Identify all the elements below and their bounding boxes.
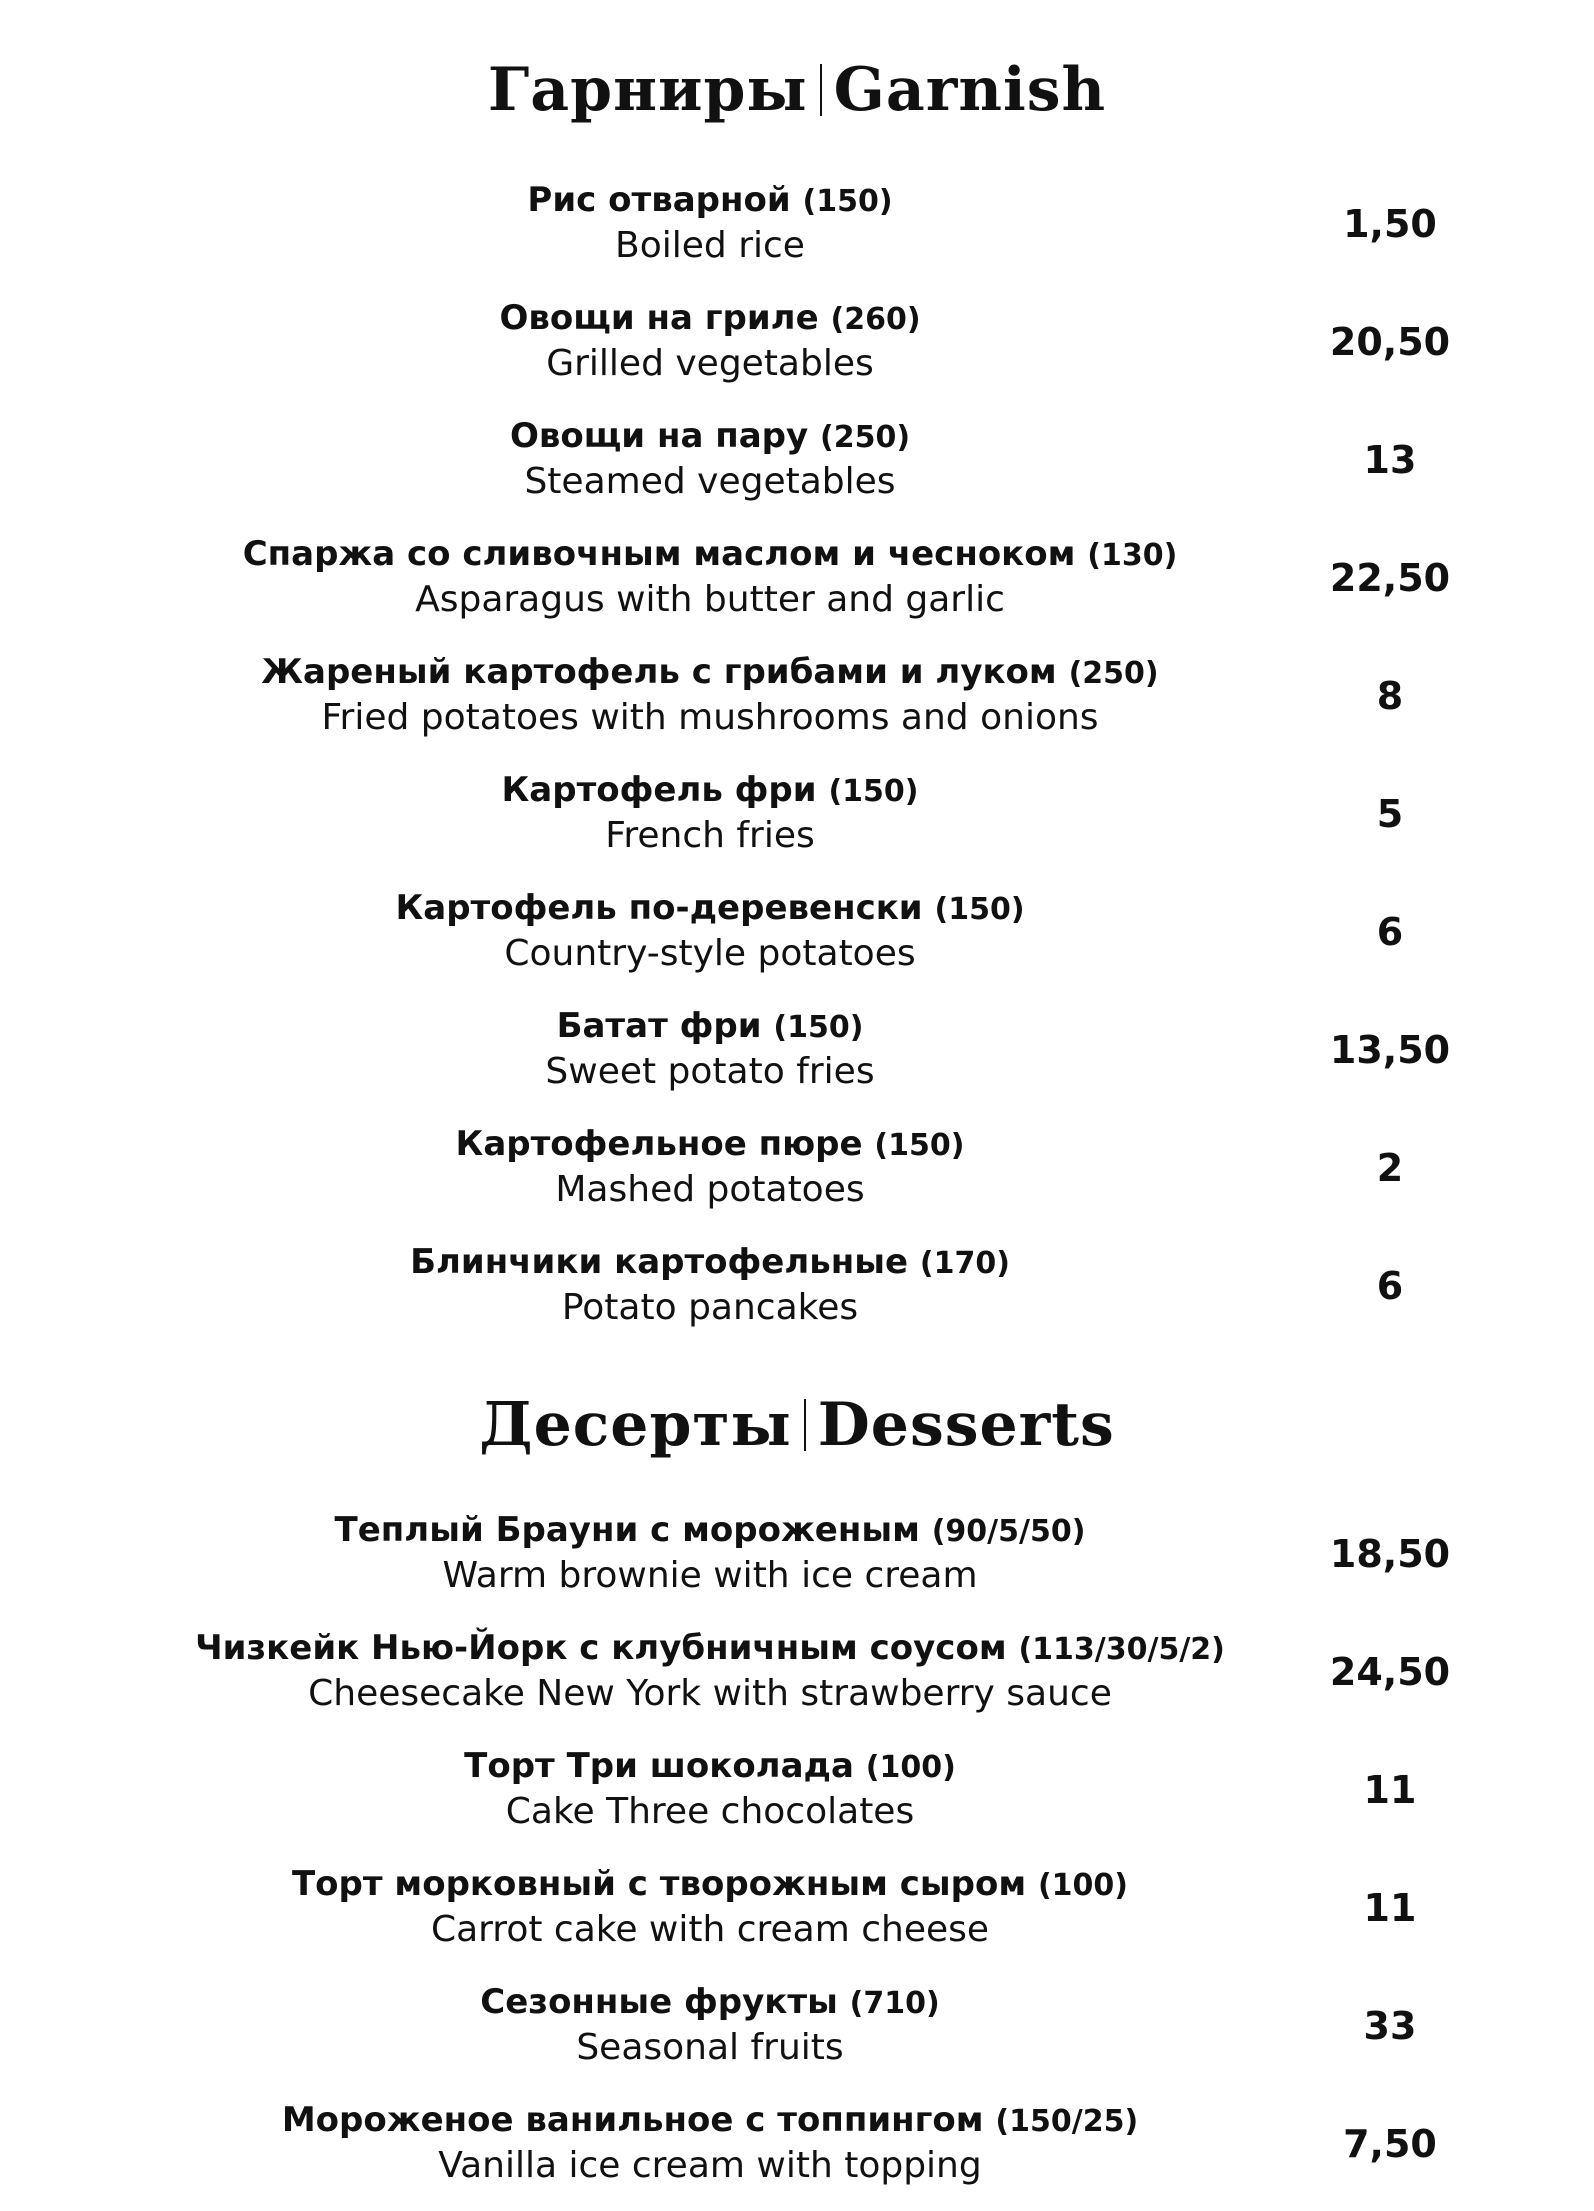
item-names — [110, 1626, 1310, 1716]
item-name-ru — [110, 886, 1310, 932]
item-name-ru-text: Чизкейк Нью-Йорк с клубничным соусом — [195, 1628, 1007, 1668]
item-weight: (150) — [802, 184, 893, 219]
menu-item — [0, 172, 1594, 290]
item-name-ru-text: Торт морковный с творожным сыром — [291, 1864, 1027, 1904]
item-name-en: Country-style potatoes — [504, 933, 916, 974]
item-price: 13 — [1363, 438, 1417, 482]
item-name-ru-text: Батат фри — [556, 1006, 762, 1046]
item-name-en: Warm brownie with ice cream — [442, 1555, 978, 1596]
item-name-ru — [110, 1004, 1310, 1050]
menu-item — [0, 1856, 1594, 1974]
item-price: 5 — [1376, 792, 1404, 836]
menu-item — [0, 1116, 1594, 1234]
item-names — [110, 1240, 1310, 1330]
section-title-ru: Гарниры — [487, 55, 808, 125]
menu-item — [0, 526, 1594, 644]
item-names — [110, 768, 1310, 858]
item-name-ru — [110, 1626, 1310, 1672]
item-name-ru — [110, 650, 1310, 696]
item-name-en: French fries — [605, 815, 815, 856]
item-name-ru-text: Мороженое ванильное с топпингом — [281, 2100, 984, 2140]
menu-item — [0, 1620, 1594, 1738]
item-names — [110, 650, 1310, 740]
item-name-ru — [110, 1508, 1310, 1554]
title-divider — [820, 64, 822, 116]
item-name-en: Steamed vegetables — [524, 461, 896, 502]
item-name-ru — [110, 768, 1310, 814]
item-name-ru-text: Овощи на пару — [509, 416, 809, 456]
item-price: 6 — [1376, 910, 1404, 954]
section-title-desserts — [0, 1385, 1594, 1465]
item-name-ru — [110, 1744, 1310, 1790]
item-price: 33 — [1363, 2004, 1417, 2048]
item-name-ru-text: Теплый Брауни с мороженым — [334, 1510, 920, 1550]
item-names — [110, 1122, 1310, 1212]
item-price: 20,50 — [1329, 320, 1451, 364]
item-name-ru-text: Рис отварной — [527, 180, 791, 220]
item-name-ru — [110, 178, 1310, 224]
item-price: 6 — [1376, 1264, 1404, 1308]
item-price: 7,50 — [1343, 2122, 1437, 2166]
item-name-ru-text: Торт Три шоколада — [464, 1746, 854, 1786]
item-price: 24,50 — [1329, 1650, 1451, 1694]
item-names — [110, 296, 1310, 386]
menu-item — [0, 2092, 1594, 2210]
item-weight: (130) — [1087, 538, 1178, 573]
item-name-ru — [110, 414, 1310, 460]
item-price: 11 — [1363, 1768, 1417, 1812]
item-names — [110, 1004, 1310, 1094]
item-name-en: Vanilla ice cream with topping — [438, 2145, 982, 2186]
item-name-en: Mashed potatoes — [555, 1169, 865, 1210]
item-weight: (250) — [820, 420, 911, 455]
section-title-en: Desserts — [817, 1390, 1115, 1460]
menu-item — [0, 1502, 1594, 1620]
item-name-ru — [110, 1122, 1310, 1168]
item-price: 13,50 — [1329, 1028, 1451, 1072]
desserts-list — [0, 1502, 1594, 2210]
item-weight: (260) — [830, 302, 921, 337]
item-names — [110, 2098, 1310, 2188]
item-names — [110, 178, 1310, 268]
item-price: 18,50 — [1329, 1532, 1451, 1576]
item-names — [110, 886, 1310, 976]
item-weight: (150/25) — [995, 2104, 1139, 2139]
item-name-ru-text: Спаржа со сливочным маслом и чесноком — [242, 534, 1076, 574]
item-name-en: Fried potatoes with mushrooms and onions — [321, 697, 1099, 738]
item-price: 22,50 — [1329, 556, 1451, 600]
item-weight: (150) — [934, 892, 1025, 927]
item-names — [110, 532, 1310, 622]
item-name-ru-text: Блинчики картофельные — [410, 1242, 909, 1282]
menu-item — [0, 1974, 1594, 2092]
item-names — [110, 1508, 1310, 1598]
item-names — [110, 1980, 1310, 2070]
item-name-ru — [110, 296, 1310, 342]
item-weight: (150) — [773, 1010, 864, 1045]
menu-item — [0, 644, 1594, 762]
item-name-en: Sweet potato fries — [545, 1051, 875, 1092]
item-name-ru — [110, 2098, 1310, 2144]
item-name-ru-text: Картофель по-деревенски — [395, 888, 923, 928]
item-name-ru-text: Картофель фри — [501, 770, 817, 810]
item-name-en: Seasonal fruits — [576, 2027, 844, 2068]
item-name-en: Carrot cake with cream cheese — [430, 1909, 990, 1950]
item-name-ru — [110, 1980, 1310, 2026]
item-weight: (170) — [919, 1246, 1010, 1281]
item-name-en: Grilled vegetables — [546, 343, 874, 384]
item-name-en: Potato pancakes — [561, 1287, 859, 1328]
item-name-ru-text: Жареный картофель с грибами и луком — [261, 652, 1057, 692]
item-weight: (100) — [865, 1750, 956, 1785]
menu-item — [0, 290, 1594, 408]
item-name-ru — [110, 1862, 1310, 1908]
section-title-en: Garnish — [833, 55, 1107, 125]
garnish-list — [0, 172, 1594, 1352]
item-names — [110, 414, 1310, 504]
menu-item — [0, 1234, 1594, 1352]
item-name-en: Boiled rice — [615, 225, 805, 266]
item-name-en: Cheesecake New York with strawberry sauce — [308, 1673, 1112, 1714]
menu-item — [0, 880, 1594, 998]
item-name-ru — [110, 1240, 1310, 1286]
item-weight: (90/5/50) — [931, 1514, 1086, 1549]
item-price: 2 — [1376, 1146, 1404, 1190]
item-price: 11 — [1363, 1886, 1417, 1930]
item-weight: (150) — [828, 774, 919, 809]
item-name-en: Cake Three chocolates — [505, 1791, 915, 1832]
item-names — [110, 1744, 1310, 1834]
item-weight: (113/30/5/2) — [1018, 1632, 1225, 1667]
item-name-en: Asparagus with butter and garlic — [415, 579, 1005, 620]
item-name-ru-text: Сезонные фрукты — [480, 1982, 838, 2022]
title-divider — [804, 1399, 806, 1451]
menu-item — [0, 408, 1594, 526]
item-name-ru-text: Овощи на гриле — [499, 298, 819, 338]
item-weight: (100) — [1037, 1868, 1128, 1903]
item-weight: (250) — [1068, 656, 1159, 691]
menu-item — [0, 762, 1594, 880]
item-names — [110, 1862, 1310, 1952]
menu-item — [0, 1738, 1594, 1856]
section-title-garnish — [0, 50, 1594, 130]
item-weight: (710) — [849, 1986, 940, 2021]
menu-item — [0, 998, 1594, 1116]
item-name-ru-text: Картофельное пюре — [455, 1124, 863, 1164]
item-weight: (150) — [874, 1128, 965, 1163]
section-title-ru: Десерты — [479, 1390, 792, 1460]
item-price: 1,50 — [1343, 202, 1437, 246]
item-price: 8 — [1376, 674, 1404, 718]
item-name-ru — [110, 532, 1310, 578]
